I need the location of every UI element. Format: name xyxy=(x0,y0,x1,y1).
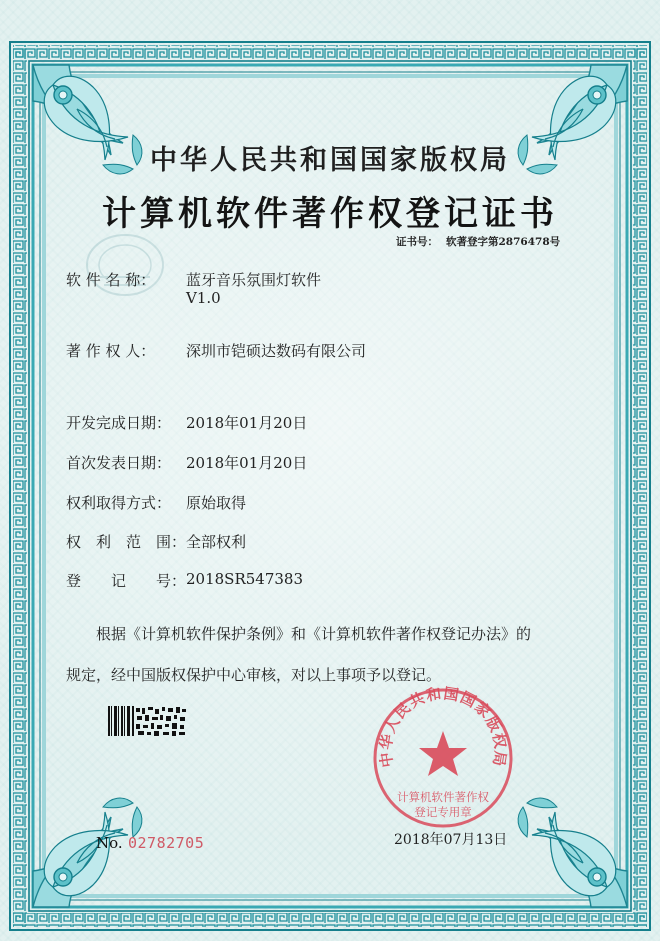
copyright-owner-value: 深圳市铠硕达数码有限公司 xyxy=(186,342,367,360)
registration-number-value: 2018SR547383 xyxy=(186,570,304,588)
serial-number: 02782705 xyxy=(128,834,205,852)
acquisition-method-label: 权利取得方式： xyxy=(66,494,172,512)
software-name-label: 软 件 名 称： xyxy=(66,271,156,289)
statement-line-2: 规定，经中国版权保护中心审核，对以上事项予以登记。 xyxy=(66,666,442,684)
barcode-image xyxy=(108,704,188,738)
issue-date: 2018年07月13日 xyxy=(394,832,508,848)
svg-text:计算机软件著作权: 计算机软件著作权 xyxy=(397,790,489,804)
document-title: 计算机软件著作权登记证书 xyxy=(102,194,558,234)
rights-scope-label: 权 利 范 围： xyxy=(66,533,187,551)
copyright-owner-label: 著 作 权 人： xyxy=(66,342,156,360)
watermark-emblem xyxy=(80,225,170,305)
acquisition-method-value: 原始取得 xyxy=(186,494,247,512)
development-date-label: 开发完成日期： xyxy=(66,414,172,432)
development-date-value: 2018年01月20日 xyxy=(186,414,308,432)
serial-number-label: No. xyxy=(96,834,123,852)
certificate-number: 软著登字第2876478号 xyxy=(446,236,561,248)
publication-date-value: 2018年01月20日 xyxy=(186,454,308,472)
publication-date-label: 首次发表日期： xyxy=(66,454,172,472)
official-seal-stamp xyxy=(370,685,516,831)
software-version-value: V1.0 xyxy=(186,289,221,307)
issuing-authority: 中华人民共和国国家版权局 xyxy=(150,145,510,176)
svg-text:登记专用章: 登记专用章 xyxy=(414,805,472,819)
svg-text:中华人民共和国国家版权局: 中华人民共和国国家版权局 xyxy=(376,685,510,769)
registration-number-label: 登 记 号： xyxy=(66,572,187,590)
software-name-value: 蓝牙音乐氛围灯软件 xyxy=(186,271,322,289)
rights-scope-value: 全部权利 xyxy=(186,533,247,551)
certificate-number-label: 证书号： xyxy=(396,236,438,248)
statement-line-1: 根据《计算机软件保护条例》和《计算机软件著作权登记办法》的 xyxy=(96,625,532,643)
